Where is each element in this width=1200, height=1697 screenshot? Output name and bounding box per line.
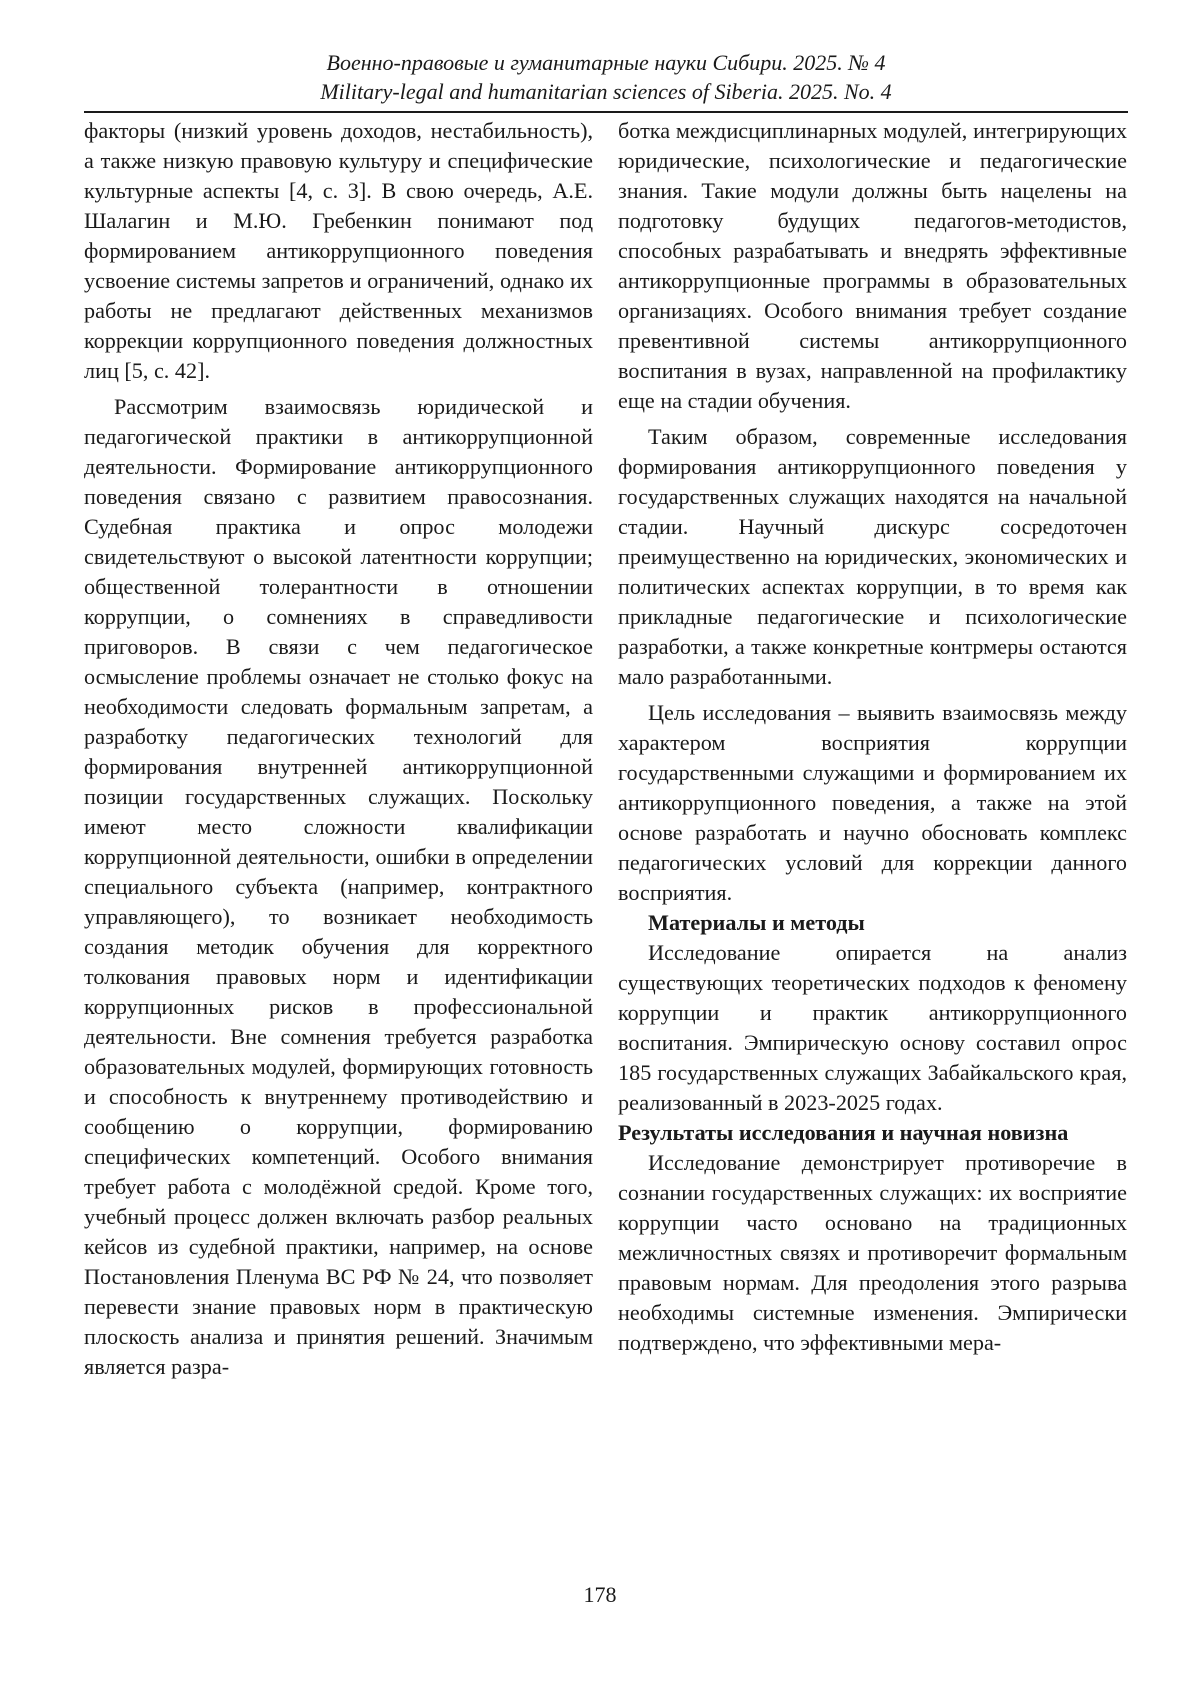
journal-header [84, 48, 1128, 106]
header-divider [84, 111, 1128, 113]
left-text-column [84, 116, 593, 1382]
paragraph: Цель исследования – выявить взаимосвязь между характером восприятия коррупции государственными служащими и формированием их антикоррупционного поведения, а также на этой основе разработать и научно обосновать комплекс педагогических условий для коррекции данного восприятия. [618, 700, 1127, 905]
section-heading-results: Результаты исследования и научная новизна [618, 1120, 1069, 1145]
right-text-column [618, 116, 1127, 1358]
page-number: 178 [583, 1582, 617, 1607]
paragraph: Таким образом, современные исследования формирования антикоррупционного поведения у государственных служащих находятся на начальной стадии. Научный дискурс сосредоточен преимущественно на юридических, экономических и политических аспектах коррупции, в то время как прикладные педагогические и психологические разработки, а также конкретные контрмеры остаются мало разработанными. [618, 424, 1127, 689]
journal-title-en: Military-legal and humanitarian sciences of Siberia. 2025. No. 4 [320, 79, 892, 104]
paragraph: Исследование демонстрирует противоречие в сознании государственных служащих: их восприятие коррупции часто основано на традиционных межличностных связях и противоречит формальным правовым нормам. Для преодоления этого разрыва необходимы системные изменения. Эмпирически подтверждено, что эффективными мера- [618, 1150, 1127, 1355]
journal-title-ru: Военно-правовые и гуманитарные науки Сибири. 2025. № 4 [326, 50, 886, 75]
paragraph: Исследование опирается на анализ существующих теоретических подходов к феномену коррупции и практик антикоррупционного воспитания. Эмпирическую основу составил опрос 185 государственных служащих Забайкальского края, реализованный в 2023-2025 годах. [618, 940, 1127, 1115]
section-heading-methods: Материалы и методы [648, 910, 865, 935]
paragraph: факторы (низкий уровень доходов, нестабильность), а также низкую правовую культуру и специфические культурные аспекты [4, с. 3]. В свою очередь, А.Е. Шалагин и М.Ю. Гребенкин понимают под формированием антикоррупционного поведения усвоение системы запретов и ограничений, однако их работы не предлагают действенных механизмов коррекции коррупционного поведения должностных лиц [5, с. 42]. [84, 118, 593, 383]
paragraph: ботка междисциплинарных модулей, интегрирующих юридические, психологические и педагогические знания. Такие модули должны быть нацелены на подготовку будущих педагогов-методистов, способных разрабатывать и внедрять эффективные антикоррупционные программы в образовательных организациях. Особого внимания требует создание превентивной системы антикоррупционного воспитания в вузах, направленной на профилактику еще на стадии обучения. [618, 118, 1127, 413]
paragraph: Рассмотрим взаимосвязь юридической и педагогической практики в антикоррупционной деятельности. Формирование антикоррупционного поведения связано с развитием правосознания. Судебная практика и опрос молодежи свидетельствуют о высокой латентности коррупции; общественной толерантности в отношении коррупции, о сомнениях в справедливости приговоров. В связи с чем педагогическое осмысление проблемы означает не столько фокус на необходимости следовать формальным запретам, а разработку педагогических технологий для формирования внутренней антикоррупционной позиции государственных служащих. Поскольку имеют место сложности квалификации коррупционной деятельности, ошибки в определении специального субъекта (например, контрактного управляющего), то возникает необходимость создания методик обучения для корректного толкования правовых норм и идентификации коррупционных рисков в профессиональной деятельности. Вне сомнения требуется разработка образовательных модулей, формирующих готовность и способность к внутреннему противодействию и сообщению о коррупции, формированию специфических компетенций. Особого внимания требует работа с молодёжной средой. Кроме того, учебный процесс должен включать разбор реальных кейсов из судебной практики, например, на основе Постановления Пленума ВС РФ № 24, что позволяет перевести знание правовых норм в практическую плоскость анализа и принятия решений. Значимым является разра- [84, 394, 593, 1379]
